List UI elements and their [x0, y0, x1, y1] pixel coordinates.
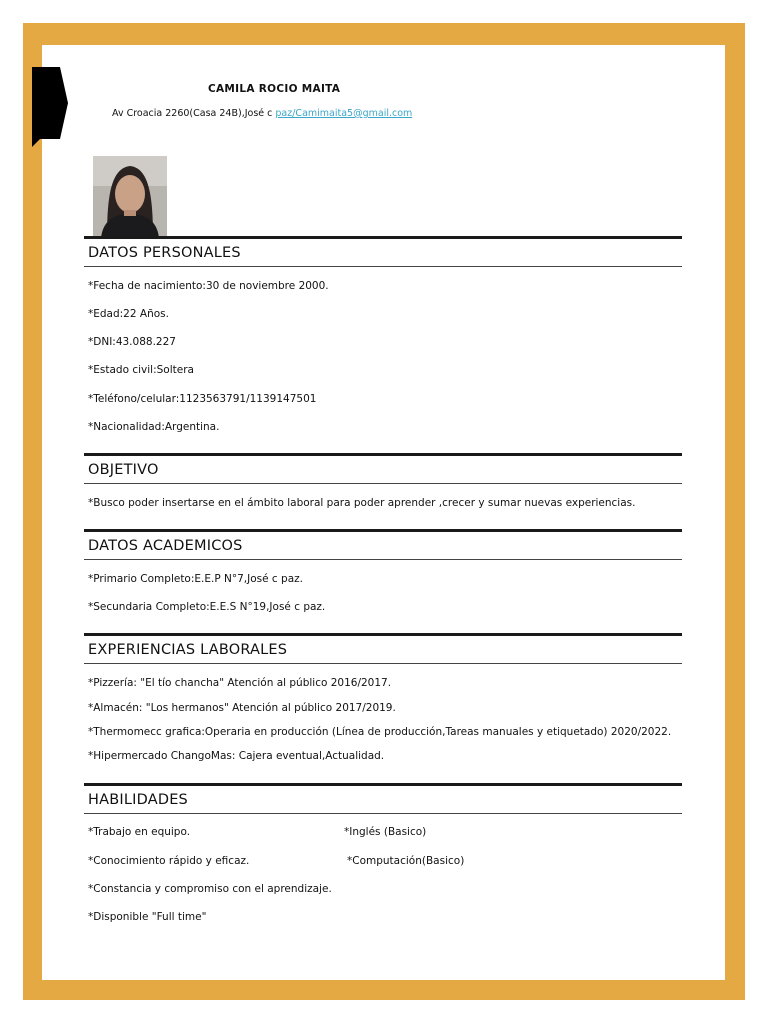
personal-item: *Nacionalidad:Argentina. — [88, 421, 220, 433]
portrait-image — [93, 156, 167, 238]
section-experience — [84, 633, 682, 664]
skill-item: *Computación(Basico) — [347, 855, 465, 867]
email-link[interactable]: paz/Camimaita5@gmail.com — [275, 108, 413, 119]
section-divider — [84, 483, 682, 484]
section-skills — [84, 783, 682, 814]
section-objective — [84, 453, 682, 484]
skill-item: *Conocimiento rápido y eficaz. — [88, 855, 250, 867]
section-divider — [84, 559, 682, 560]
skill-item: *Disponible "Full time" — [88, 911, 207, 923]
address-text: Av Croacia 2260(Casa 24B),José c — [112, 108, 276, 119]
experience-item: *Pizzería: "El tío chancha" Atención al público 2016/2017. — [88, 677, 392, 689]
candidate-name: CAMILA ROCIO MAITA — [208, 83, 341, 95]
personal-item: *Estado civil:Soltera — [88, 364, 194, 376]
section-title: HABILIDADES — [88, 792, 188, 808]
experience-item: *Thermomecc grafica:Operaria en producción (Línea de producción,Tareas manuales y etiquetado) 2020/2022. — [88, 726, 672, 738]
objective-item: *Busco poder insertarse en el ámbito laboral para poder aprender ,crecer y sumar nuevas experiencias. — [88, 497, 636, 509]
section-title: DATOS PERSONALES — [88, 245, 241, 261]
skill-item: *Inglés (Basico) — [344, 826, 427, 838]
experience-item: *Almacén: "Los hermanos" Atención al público 2017/2019. — [88, 702, 396, 714]
skill-item: *Trabajo en equipo. — [88, 826, 191, 838]
academic-item: *Primario Completo:E.E.P N°7,José c paz. — [88, 573, 303, 585]
academic-item: *Secundaria Completo:E.E.S N°19,José c paz. — [88, 601, 326, 613]
personal-item: *Teléfono/celular:1123563791/1139147501 — [88, 393, 317, 405]
arrow-tab-icon — [32, 67, 68, 147]
profile-photo — [93, 156, 167, 238]
experience-item: *Hipermercado ChangoMas: Cajera eventual,Actualidad. — [88, 750, 385, 762]
section-divider — [84, 266, 682, 267]
personal-item: *DNI:43.088.227 — [88, 336, 176, 348]
section-title: EXPERIENCIAS LABORALES — [88, 642, 288, 658]
section-personal — [84, 236, 682, 267]
section-divider — [84, 813, 682, 814]
personal-item: *Fecha de nacimiento:30 de noviembre 2000. — [88, 280, 329, 292]
section-academic — [84, 529, 682, 560]
personal-item: *Edad:22 Años. — [88, 308, 169, 320]
skill-item: *Constancia y compromiso con el aprendizaje. — [88, 883, 332, 895]
section-title: DATOS ACADEMICOS — [88, 538, 243, 554]
contact-address — [112, 108, 412, 119]
section-title: OBJETIVO — [88, 462, 159, 478]
section-divider — [84, 663, 682, 664]
